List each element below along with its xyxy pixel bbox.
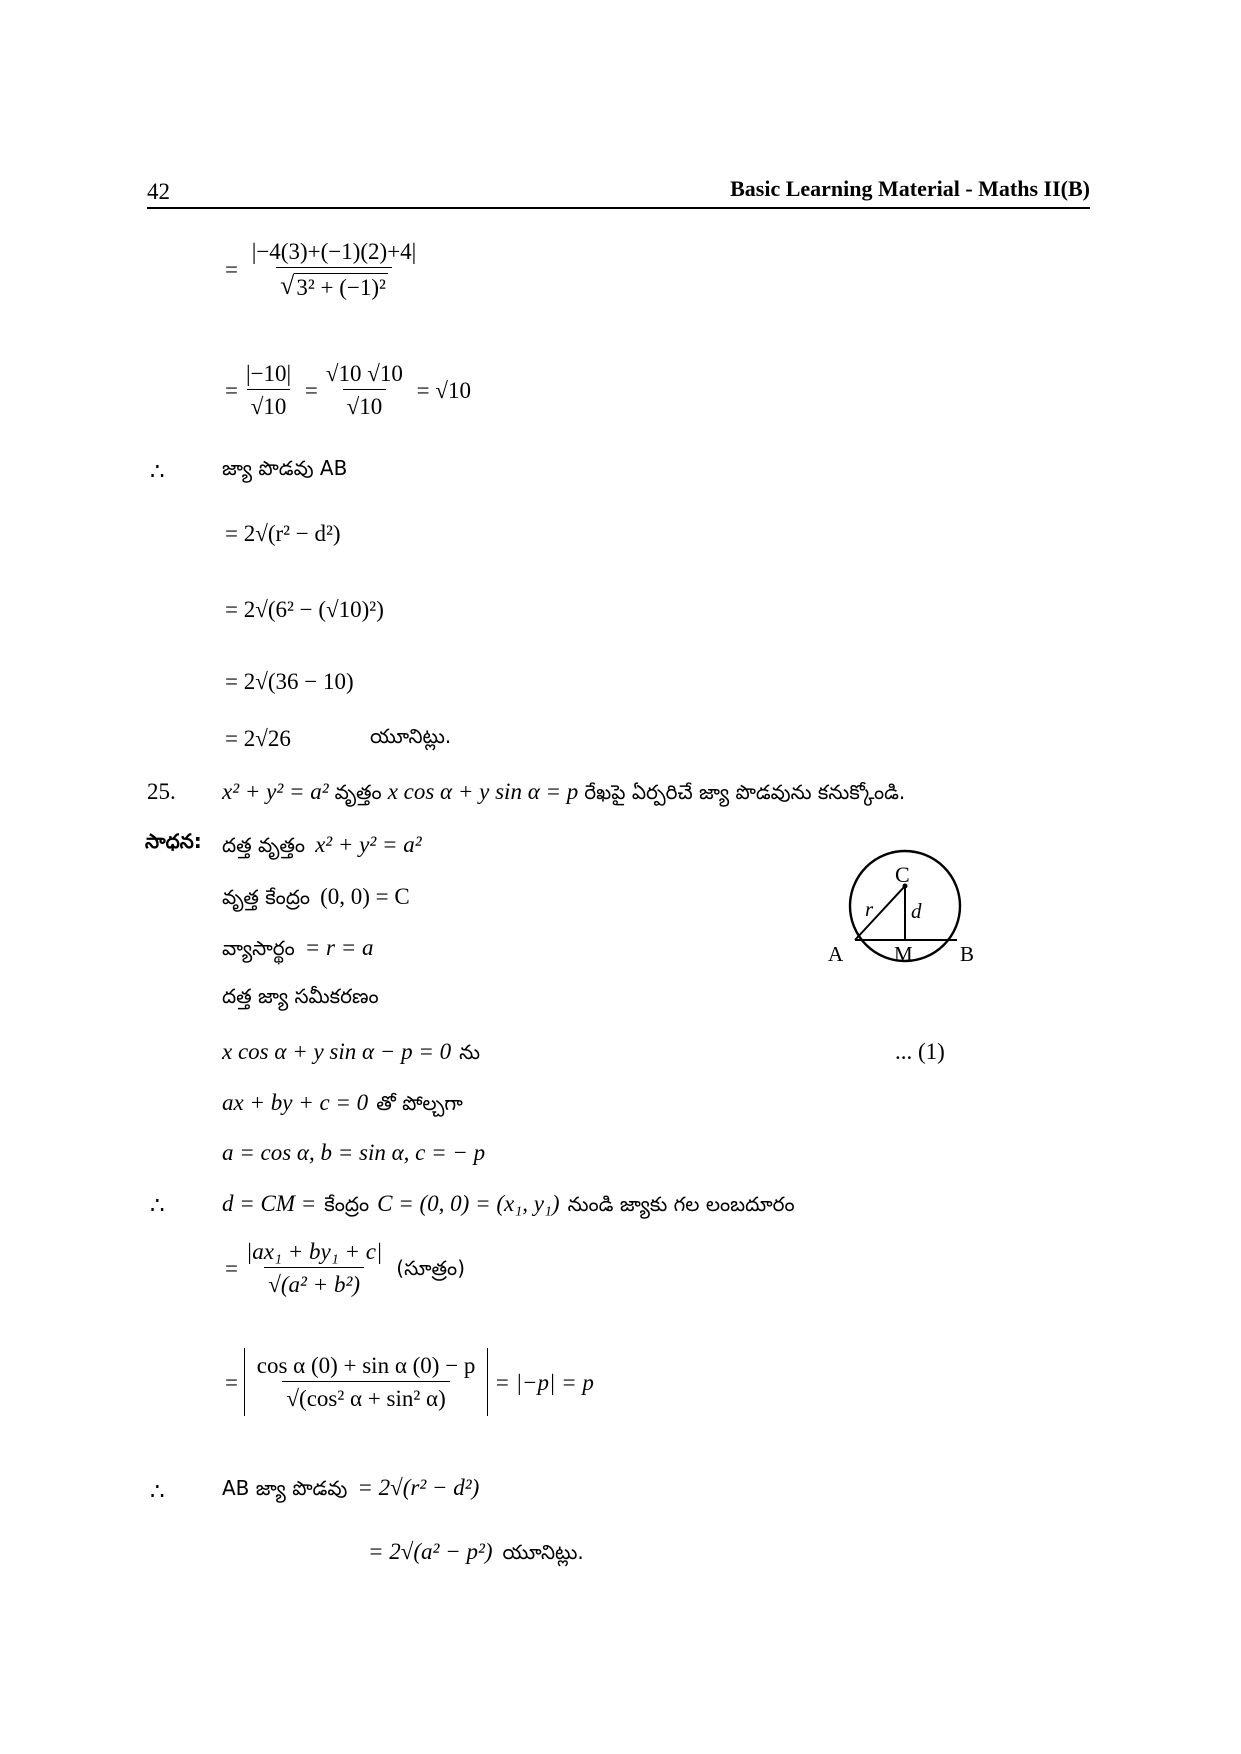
therefore-symbol-1: ∴	[150, 459, 165, 484]
prev-eq2a-numerator: |−10|	[245, 361, 292, 386]
chord-equation	[222, 1040, 480, 1063]
final-units: యూనిట్లు.	[502, 1540, 584, 1564]
prev-step2: = 2√(6² − (√10)²)	[225, 597, 384, 622]
diagram-label-c: C	[895, 862, 910, 887]
final-step-1: = 2√(r² − d²)	[357, 1475, 480, 1500]
prev-eq2b-denominator: √10	[343, 389, 387, 418]
distance-formula: = $\frac{\text{|ax₁ + by₁ + c|}}{\text{√(a² + b²)}}$ (సూత్రం)	[225, 1239, 466, 1297]
distance-math-1: d = CM =	[222, 1191, 317, 1216]
diagram-label-a: A	[828, 942, 844, 966]
compare-line	[222, 1091, 463, 1114]
prev-eq2-result: √10	[435, 377, 472, 403]
chord-equation-suffix: ను	[459, 1040, 481, 1064]
given-circle-text: దత్త వృత్తం	[222, 833, 306, 857]
given-circle-math: x² + y² = a²	[315, 832, 422, 857]
equation-reference: ... (1)	[895, 1039, 945, 1064]
substitution-denominator: √(cos² α + sin² α)	[282, 1381, 449, 1410]
prev-eq1: = |−4(3)+(−1)(2)+4| √ 3² + (−1)²	[225, 239, 417, 300]
solution-label: సాధన:	[145, 829, 202, 853]
coefficients: a = cos α, b = sin α, c = − p	[222, 1140, 486, 1165]
prev-eq2: = $\frac{|-10|}{√10}$ = $\frac{√10 √10}{√10}$ = √10	[225, 361, 472, 419]
distance-math-2: C = (0, 0) = (x₁, y₁)	[377, 1191, 560, 1216]
distance-text-2: నుండి జ్యాకు గల లంబదూరం	[567, 1192, 795, 1216]
prev-eq1-denominator: 3² + (−1)²	[296, 275, 386, 300]
distance-line	[222, 1192, 795, 1215]
final-label: AB జ్యా పొడవు	[222, 1476, 348, 1500]
final-line-1	[222, 1476, 479, 1499]
circle-chord-diagram	[825, 848, 1000, 988]
prev-step3: = 2√(36 − 10)	[225, 669, 354, 694]
prev-chord-label: జ్యా పొడవు AB	[222, 456, 348, 480]
problem-math-1: x² + y² = a²	[222, 779, 329, 804]
therefore-symbol-3: ∴	[150, 1479, 165, 1504]
prev-eq2b-numerator: √10 √10	[325, 361, 403, 386]
problem-statement	[222, 780, 905, 803]
final-line-2	[368, 1540, 584, 1563]
chord-equation-heading: దత్త జ్యా సమీకరణం	[222, 984, 379, 1008]
diagram-label-d: d	[911, 899, 922, 923]
prev-eq1-numerator: |−4(3)+(−1)(2)+4|	[251, 239, 417, 264]
prev-step4: = 2√26	[225, 726, 291, 751]
page-number: 42	[147, 179, 170, 204]
formula-note: (సూత్రం)	[396, 1256, 466, 1280]
formula-numerator: |ax₁ + by₁ + c|	[245, 1239, 383, 1264]
compare-text: తో పోల్చగా	[376, 1091, 463, 1115]
chord-equation-math: x cos α + y sin α − p = 0	[222, 1039, 452, 1064]
book-title: Basic Learning Material - Maths II(B)	[730, 176, 1090, 201]
diagram-label-m: M	[894, 942, 913, 966]
centre-text: వృత్త కేంద్రం	[222, 885, 311, 909]
formula-denominator: √(a² + b²)	[264, 1267, 364, 1296]
circle-radius	[222, 936, 374, 959]
diagram-label-r: r	[865, 897, 874, 921]
final-step-2: = 2√(a² − p²)	[368, 1539, 493, 1564]
problem-text-2: రేఖపై ఏర్పరిచే జ్యా పొడవును కనుక్కోండి.	[584, 780, 906, 804]
prev-eq2a-denominator: √10	[247, 389, 291, 418]
radius-math: = r = a	[304, 935, 374, 960]
diagram-label-b: B	[960, 942, 975, 966]
given-circle	[222, 833, 422, 856]
substitution-result: = |−p| = p	[494, 1369, 594, 1395]
substitution: = $\frac{\text{cos α (0) + sin α (0) − p}}{\text{√(cos² α + sin² α)}}$ = |−p| = p	[225, 1348, 594, 1416]
prev-step1: = 2√(r² − d²)	[225, 521, 341, 546]
problem-number: 25.	[147, 779, 176, 804]
compare-math: ax + by + c = 0	[222, 1090, 369, 1115]
therefore-symbol-2: ∴	[150, 1193, 165, 1218]
distance-text-1: కేంద్రం	[324, 1192, 370, 1216]
header-rule	[147, 207, 1090, 209]
substitution-numerator: cos α (0) + sin α (0) − p	[256, 1353, 476, 1378]
problem-text-1: వృత్తం	[334, 780, 382, 804]
centre-math: (0, 0) = C	[320, 884, 410, 909]
problem-math-2: x cos α + y sin α = p	[387, 779, 579, 804]
diagram-radius-ca	[855, 886, 905, 940]
prev-units: యూనిట్లు.	[370, 724, 452, 748]
circle-centre	[222, 885, 410, 908]
radius-text: వ్యాసార్థం	[222, 936, 295, 960]
